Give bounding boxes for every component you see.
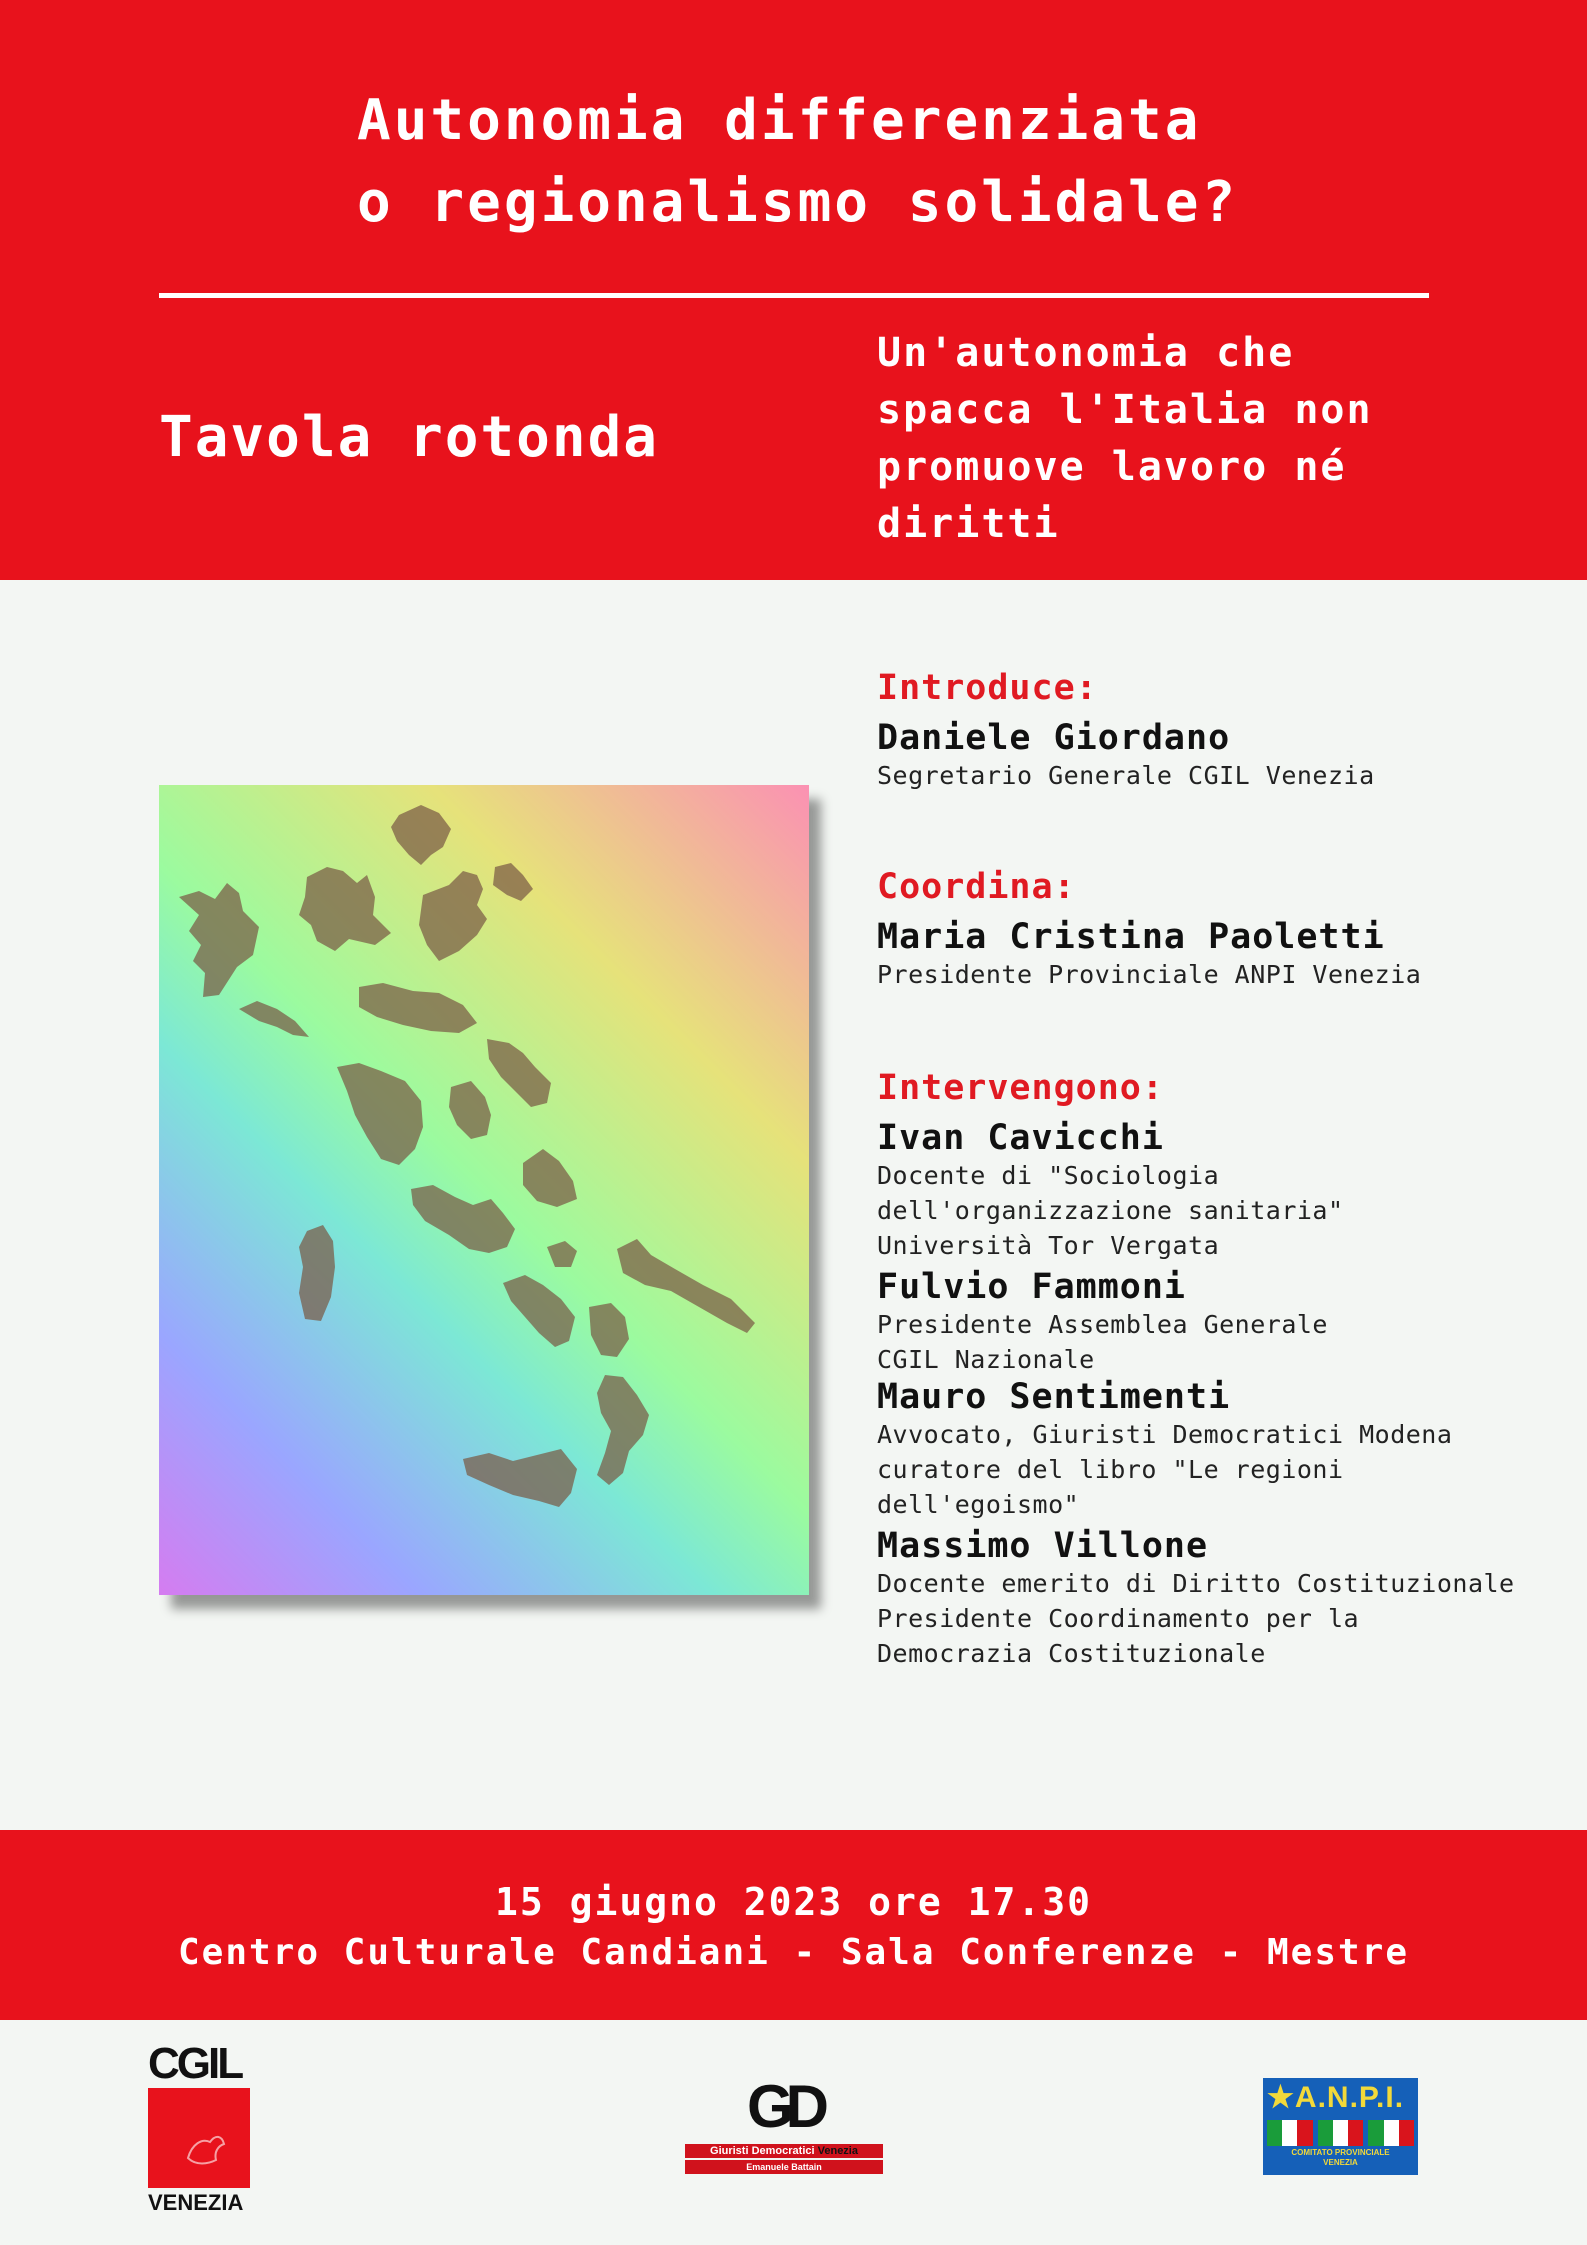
tagline-line: Un'autonomia che bbox=[877, 330, 1295, 376]
tagline-line: promuove lavoro né bbox=[877, 444, 1347, 490]
speaker-role: Democrazia Costituzionale bbox=[877, 1639, 1266, 1668]
title-line-1: Autonomia differenziata bbox=[357, 88, 1202, 153]
speaker-role: Avvocato, Giuristi Democratici Modena bbox=[877, 1420, 1453, 1449]
gd-monogram: GD bbox=[747, 2073, 821, 2140]
region-shape bbox=[503, 1275, 575, 1347]
gd-city: Venezia bbox=[817, 2145, 858, 2157]
introduce-label: Introduce: bbox=[877, 668, 1098, 708]
speaker-name: Fulvio Fammoni bbox=[877, 1267, 1187, 1307]
speaker-role: Docente di "Sociologia bbox=[877, 1161, 1220, 1190]
speaker-name: Mauro Sentimenti bbox=[877, 1377, 1231, 1417]
speaker-role: Presidente Provinciale ANPI Venezia bbox=[877, 960, 1422, 989]
cgil-venezia-logo bbox=[148, 2039, 252, 2215]
region-shape bbox=[463, 1449, 577, 1507]
tagline bbox=[877, 325, 1517, 553]
region-shape bbox=[487, 1039, 551, 1107]
region-shape bbox=[449, 1081, 491, 1139]
gd-dedication: Emanuele Battain bbox=[685, 2160, 883, 2174]
coordina-label: Coordina: bbox=[877, 867, 1076, 907]
footer-band bbox=[0, 1830, 1587, 2020]
region-shape bbox=[337, 1063, 423, 1165]
cgil-red-square bbox=[148, 2088, 250, 2188]
event-date-time: 15 giugno 2023 ore 17.30 bbox=[494, 1880, 1093, 1924]
tagline-line: spacca l'Italia non bbox=[877, 387, 1373, 433]
introduce-block bbox=[877, 668, 1567, 793]
gd-banner bbox=[685, 2144, 883, 2158]
speaker-name: Ivan Cavicchi bbox=[877, 1118, 1164, 1158]
speaker-name: Maria Cristina Paoletti bbox=[877, 917, 1385, 957]
speaker-entry bbox=[877, 1526, 1567, 1671]
speaker-role: curatore del libro "Le regioni bbox=[877, 1455, 1344, 1484]
region-shape bbox=[589, 1303, 629, 1357]
region-shape bbox=[359, 983, 477, 1033]
region-shape bbox=[411, 1185, 515, 1253]
anpi-wordmark: A.N.P.I. bbox=[1294, 2081, 1405, 2114]
anpi-title bbox=[1267, 2080, 1404, 2115]
region-shape bbox=[179, 883, 259, 997]
star-icon: ★ bbox=[1267, 2081, 1295, 2114]
speaker-role: Presidente Coordinamento per la bbox=[877, 1604, 1360, 1633]
region-shape bbox=[597, 1375, 649, 1485]
divider bbox=[159, 293, 1429, 298]
anpi-venezia-logo bbox=[1263, 2078, 1418, 2175]
speaker-role: Segretario Generale CGIL Venezia bbox=[877, 761, 1375, 790]
region-shape bbox=[419, 871, 487, 961]
intervengono-label: Intervengono: bbox=[877, 1068, 1164, 1108]
region-shape bbox=[299, 867, 391, 951]
giuristi-democratici-logo bbox=[685, 2073, 883, 2180]
speakers-section bbox=[877, 668, 1567, 1671]
speaker-entry bbox=[877, 1118, 1567, 1263]
event-title bbox=[357, 80, 1457, 244]
region-shape bbox=[523, 1149, 577, 1207]
tagline-line: diritti bbox=[877, 501, 1060, 547]
region-shape bbox=[299, 1225, 335, 1321]
anpi-subtitle-line: COMITATO PROVINCIALE bbox=[1291, 2148, 1390, 2157]
cgil-wordmark: CGIL bbox=[148, 2039, 242, 2088]
speaker-entry bbox=[877, 1267, 1567, 1377]
anpi-subtitle-line: VENEZIA bbox=[1323, 2158, 1358, 2167]
speaker-name: Daniele Giordano bbox=[877, 718, 1231, 758]
speaker-role: dell'egoismo" bbox=[877, 1490, 1080, 1519]
speaker-role: dell'organizzazione sanitaria" bbox=[877, 1196, 1344, 1225]
title-line-2: o regionalismo solidale? bbox=[357, 170, 1239, 235]
speaker-name: Massimo Villone bbox=[877, 1526, 1209, 1566]
anpi-subtitle bbox=[1263, 2148, 1418, 2168]
speaker-role: Docente emerito di Diritto Costituzionale bbox=[877, 1569, 1515, 1598]
region-shape bbox=[547, 1241, 577, 1267]
intervengono-block bbox=[877, 1068, 1567, 1671]
lion-icon bbox=[148, 2088, 250, 2188]
italy-map-image bbox=[159, 785, 809, 1595]
region-shape bbox=[239, 1001, 309, 1037]
speaker-role: Università Tor Vergata bbox=[877, 1231, 1220, 1260]
cgil-city: VENEZIA bbox=[148, 2190, 244, 2215]
region-shape bbox=[493, 863, 533, 901]
speaker-role: CGIL Nazionale bbox=[877, 1345, 1095, 1374]
header-band bbox=[0, 0, 1587, 580]
region-shape bbox=[617, 1239, 755, 1333]
event-venue: Centro Culturale Candiani - Sala Conferenze - Mestre bbox=[177, 1932, 1410, 1973]
speaker-entry bbox=[877, 1377, 1567, 1522]
gd-org-name: Giuristi Democratici bbox=[710, 2145, 815, 2157]
coordina-block bbox=[877, 867, 1567, 992]
italy-regions-illustration bbox=[159, 785, 809, 1595]
region-shape bbox=[391, 805, 451, 865]
tricolor-flags bbox=[1267, 2120, 1414, 2146]
event-type: Tavola rotonda bbox=[159, 405, 660, 470]
speaker-role: Presidente Assemblea Generale bbox=[877, 1310, 1328, 1339]
